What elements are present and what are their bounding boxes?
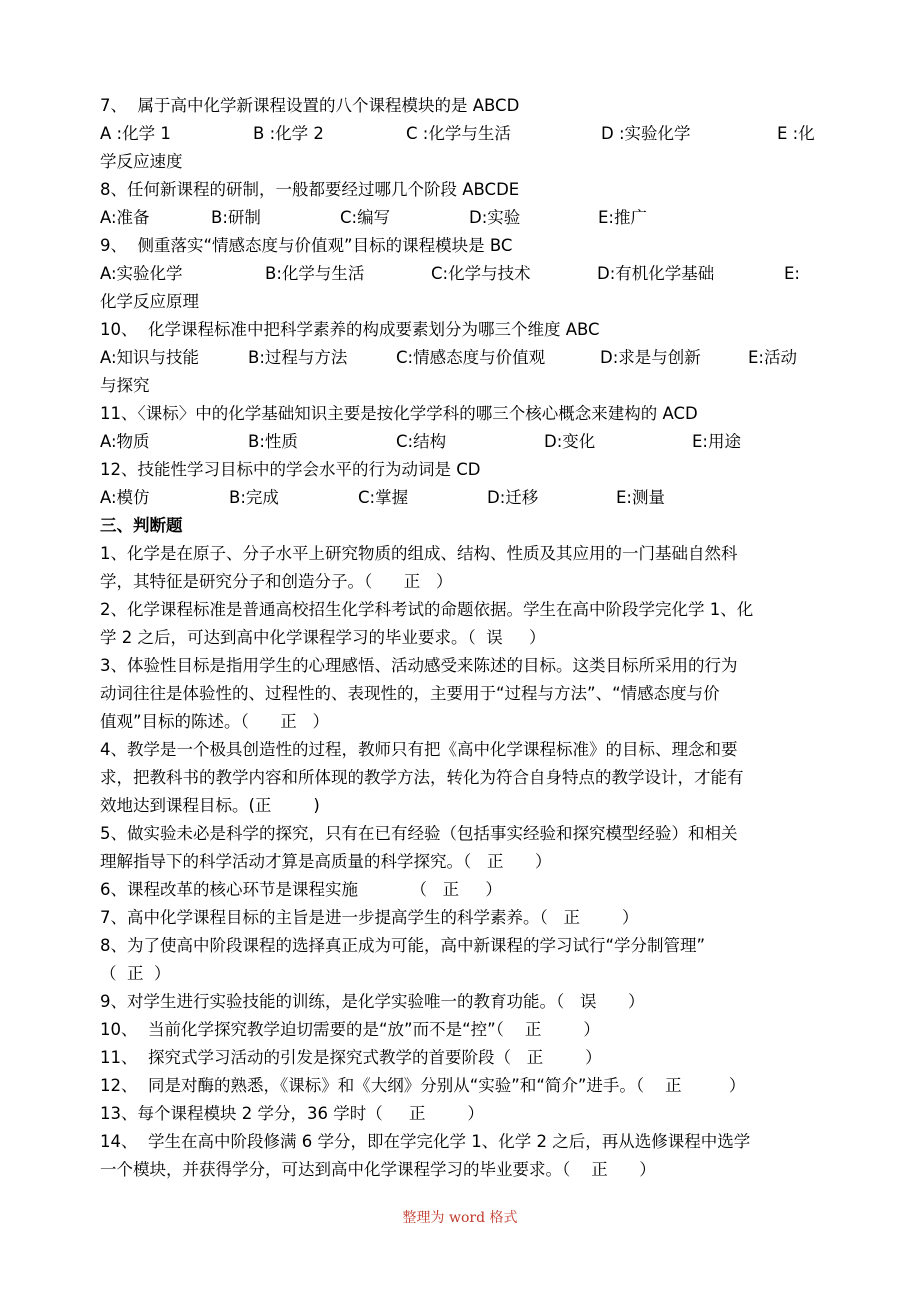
option-a: A:实验化学 (100, 264, 183, 283)
section-title: 三、判断题 (100, 516, 183, 535)
tf-line: 值观”目标的陈述。（ 正 ） (100, 712, 330, 731)
option-c: C:情感态度与价值观 (396, 348, 546, 367)
option-c: C:编写 (340, 208, 391, 227)
option-d: D:迁移 (487, 488, 539, 507)
question-11: 11、〈课标〉中的化学基础知识主要是按化学学科的哪三个核心概念来建构的 ACD (100, 404, 698, 423)
question-7: 7、 属于高中化学新课程设置的八个课程模块的是 ABCD (100, 96, 520, 115)
option-e: E: (784, 264, 800, 283)
option-c: C:结构 (396, 432, 447, 451)
option-b: B:性质 (248, 432, 298, 451)
option-e: E :化 (777, 124, 815, 143)
option-b: B:过程与方法 (248, 348, 348, 367)
tf-line: 14、 学生在高中阶段修满 6 学分，即在学完化学 1、化学 2 之后，再从选修课程中选学 (100, 1132, 751, 1151)
tf-line: （ 正 ） (100, 964, 171, 983)
question-9-options-cont: 化学反应原理 (100, 292, 199, 311)
question-8-options (100, 204, 830, 232)
option-e: E:测量 (616, 488, 665, 507)
option-d: D:实验 (469, 208, 521, 227)
tf-line: 2、化学课程标准是普通高校招生化学科考试的命题依据。学生在高中阶段学完化学 1、化 (100, 600, 754, 619)
tf-line: 10、 当前化学探究教学迫切需要的是“放”而不是“控”（ 正 ） (100, 1020, 600, 1039)
tf-line: 学 2 之后，可达到高中化学课程学习的毕业要求。（ 误 ） (100, 628, 546, 647)
option-d: D :实验化学 (601, 124, 691, 143)
option-e: E:活动 (748, 348, 797, 367)
option-e: E:推广 (598, 208, 647, 227)
option-a: A:物质 (100, 432, 150, 451)
tf-line: 一个模块，并获得学分，可达到高中化学课程学习的毕业要求。（ 正 ） (100, 1160, 656, 1179)
option-c: C:化学与技术 (431, 264, 531, 283)
option-b: B :化学 2 (253, 124, 324, 143)
option-b: B:完成 (229, 488, 279, 507)
document-body (100, 92, 830, 1184)
tf-line: 学，其特征是研究分子和创造分子。（ 正 ） (100, 572, 453, 591)
option-a: A:准备 (100, 208, 150, 227)
tf-line: 6、课程改革的核心环节是课程实施 （ 正 ） (100, 880, 502, 899)
option-b: B:研制 (211, 208, 261, 227)
question-7-options-cont: 学反应速度 (100, 152, 183, 171)
option-a: A:知识与技能 (100, 348, 200, 367)
tf-line: 效地达到课程目标。(正 ) (100, 796, 320, 815)
option-c: C :化学与生活 (406, 124, 511, 143)
option-d: D:变化 (544, 432, 596, 451)
question-7-options (100, 120, 830, 148)
question-10-options (100, 344, 830, 372)
option-b: B:化学与生活 (265, 264, 365, 283)
question-10-options-cont: 与探究 (100, 376, 150, 395)
question-9: 9、 侧重落实“情感态度与价值观”目标的课程模块是 BC (100, 236, 513, 255)
question-10: 10、 化学课程标准中把科学素养的构成要素划分为哪三个维度 ABC (100, 320, 600, 339)
tf-line: 理解指导下的科学活动才算是高质量的科学探究。（ 正 ） (100, 852, 552, 871)
tf-line: 3、体验性目标是指用学生的心理感悟、活动感受来陈述的目标。这类目标所采用的行为 (100, 656, 738, 675)
tf-line: 动词往往是体验性的、过程性的、表现性的，主要用于“过程与方法”、“情感态度与价 (100, 684, 720, 703)
tf-line: 1、化学是在原子、分子水平上研究物质的组成、结构、性质及其应用的一门基础自然科 (100, 544, 738, 563)
option-d: D:求是与创新 (600, 348, 701, 367)
question-12: 12、技能性学习目标中的学会水平的行为动词是 CD (100, 460, 481, 479)
question-11-options (100, 428, 830, 456)
option-e: E:用途 (692, 432, 741, 451)
option-c: C:掌握 (358, 488, 409, 507)
option-d: D:有机化学基础 (597, 264, 715, 283)
option-a: A :化学 1 (100, 124, 171, 143)
question-12-options (100, 484, 830, 512)
option-a: A:模仿 (100, 488, 150, 507)
tf-line: 12、 同是对酶的熟悉，《课标》和《大纲》分别从“实验”和“简介”进手。（ 正 ） (100, 1076, 746, 1095)
tf-line: 5、做实验未必是科学的探究，只有在已有经验（包括事实经验和探究模型经验）和相关 (100, 824, 738, 843)
tf-line: 11、 探究式学习活动的引发是探究式教学的首要阶段（ 正 ） (100, 1048, 602, 1067)
question-8: 8、任何新课程的研制，一般都要经过哪几个阶段 ABCDE (100, 180, 520, 199)
tf-line: 4、教学是一个极具创造性的过程，教师只有把《高中化学课程标准》的目标、理念和要 (100, 740, 738, 759)
tf-line: 13、每个课程模块 2 学分，36 学时（ 正 ） (100, 1104, 484, 1123)
tf-line: 8、为了使高中阶段课程的选择真正成为可能，高中新课程的学习试行“学分制管理” (100, 936, 706, 955)
question-9-options (100, 260, 830, 288)
tf-line: 求，把教科书的教学内容和所体现的教学方法，转化为符合自身特点的教学设计，才能有 (100, 768, 744, 787)
tf-line: 7、高中化学课程目标的主旨是进一步提高学生的科学素养。（ 正 ） (100, 908, 639, 927)
footer-note: 整理为 word 格式 (402, 1210, 518, 1226)
tf-line: 9、对学生进行实验技能的训练，是化学实验唯一的教育功能。（ 误 ） (100, 992, 645, 1011)
